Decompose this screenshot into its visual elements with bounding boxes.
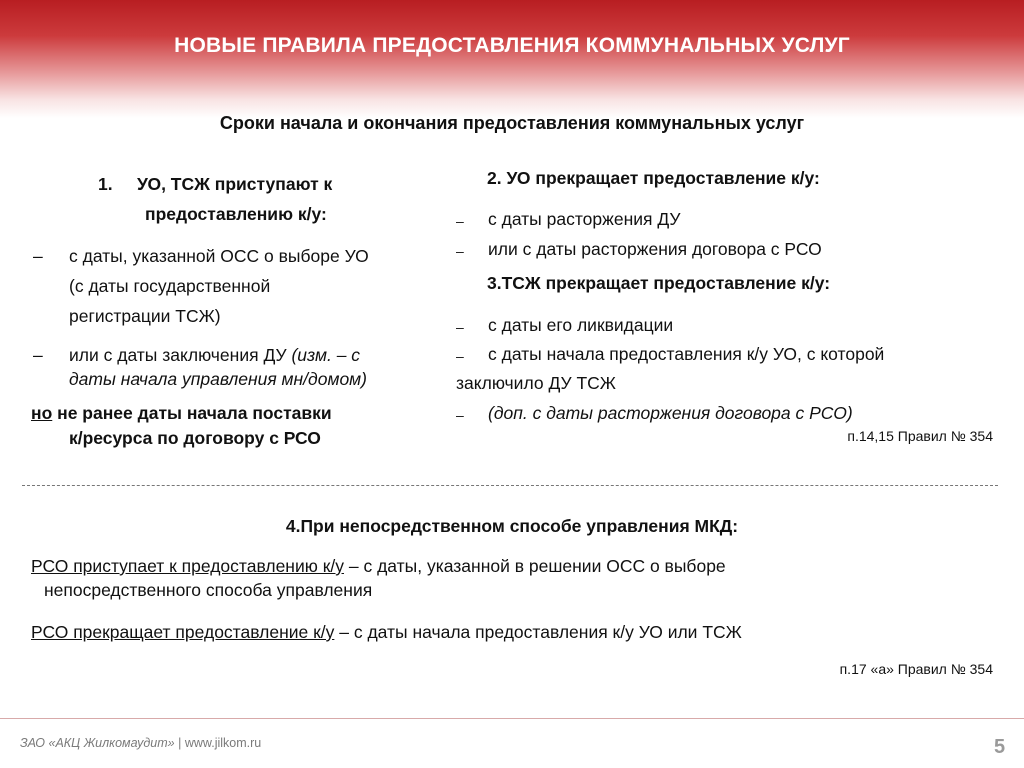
left-bullet2-line1-normal: или с даты заключения ДУ (69, 345, 287, 365)
section2-item2: или с даты расторжения договора с РСО (488, 239, 822, 259)
reference-rules-354-p17a: п.17 «а» Правил № 354 (839, 661, 993, 677)
footer-divider (0, 718, 1024, 719)
section3-item2-line2: заключило ДУ ТСЖ (456, 373, 616, 393)
bottom-para1-line1 (31, 556, 726, 577)
bottom-para1-rest: – с даты, указанной в решении ОСС о выборе (348, 556, 726, 576)
section2-heading: 2. УО прекращает предоставление к/у: (487, 168, 820, 188)
left-note-line2: к/ресурса по договору с РСО (69, 428, 321, 448)
section3-item2-dash: – (456, 348, 464, 364)
left-note-text: не ранее даты начала поставки (57, 403, 332, 423)
section3-item1: с даты его ликвидации (488, 315, 674, 335)
left-bullet1-line1: с даты, указанной ОСС о выборе УО (69, 246, 369, 266)
left-bullet2-dash: – (33, 345, 43, 365)
section3-item2-line1: с даты начала предоставления к/у УО, с которой (488, 344, 885, 364)
section3-heading: 3.ТСЖ прекращает предоставление к/у: (487, 273, 831, 293)
left-bullet2-line1-italic: (изм. – с (291, 345, 361, 365)
bottom-para2 (31, 622, 742, 643)
section2-item1-dash: – (456, 213, 464, 229)
bottom-para1-line2: непосредственного способа управления (44, 580, 373, 600)
slide-title: НОВЫЕ ПРАВИЛА ПРЕДОСТАВЛЕНИЯ КОММУНАЛЬНЫХ УСЛУГ (174, 34, 850, 57)
slide-subtitle: Сроки начала и окончания предоставления коммунальных услуг (219, 113, 805, 133)
section2-item2-dash: – (456, 243, 464, 259)
left-bullet1-line3: регистрации ТСЖ) (69, 306, 221, 326)
left-heading-line2: предоставлению к/у: (145, 204, 327, 224)
slide-header (0, 0, 1024, 118)
footer-company: ЗАО «АКЦ Жилкомаудит» (20, 736, 175, 750)
footer-separator: | (178, 736, 182, 750)
bottom-para1-underlined: РСО приступает к предоставлению к/у (31, 556, 344, 576)
reference-rules-354-p14-15: п.14,15 Правил № 354 (847, 428, 993, 444)
bottom-para2-rest: – с даты начала предоставления к/у УО или ТСЖ (339, 622, 742, 642)
section4-heading: 4.При непосредственном способе управления МКД: (285, 516, 739, 536)
section-divider (22, 485, 998, 486)
left-note-underlined: но (31, 403, 53, 423)
section3-item1-dash: – (456, 319, 464, 335)
footer-text (20, 736, 261, 750)
left-heading-line1: УО, ТСЖ приступают к (137, 174, 333, 194)
bottom-para2-underlined: РСО прекращает предоставление к/у (31, 622, 335, 642)
left-bullet2-line2: даты начала управления мн/домом) (69, 369, 367, 389)
section2-item1: с даты расторжения ДУ (488, 209, 681, 229)
left-bullet1-line2: (с даты государственной (69, 276, 271, 296)
section3-item3: (доп. с даты расторжения договора с РСО) (488, 403, 853, 423)
left-bullet1-dash: – (33, 246, 43, 266)
left-bullet2-line1 (69, 345, 360, 366)
left-heading-number: 1. (98, 174, 113, 194)
left-note-line1 (31, 403, 332, 424)
page-number: 5 (994, 736, 1006, 758)
section3-item3-dash: – (456, 407, 464, 423)
footer-website[interactable]: www.jilkom.ru (184, 736, 262, 750)
